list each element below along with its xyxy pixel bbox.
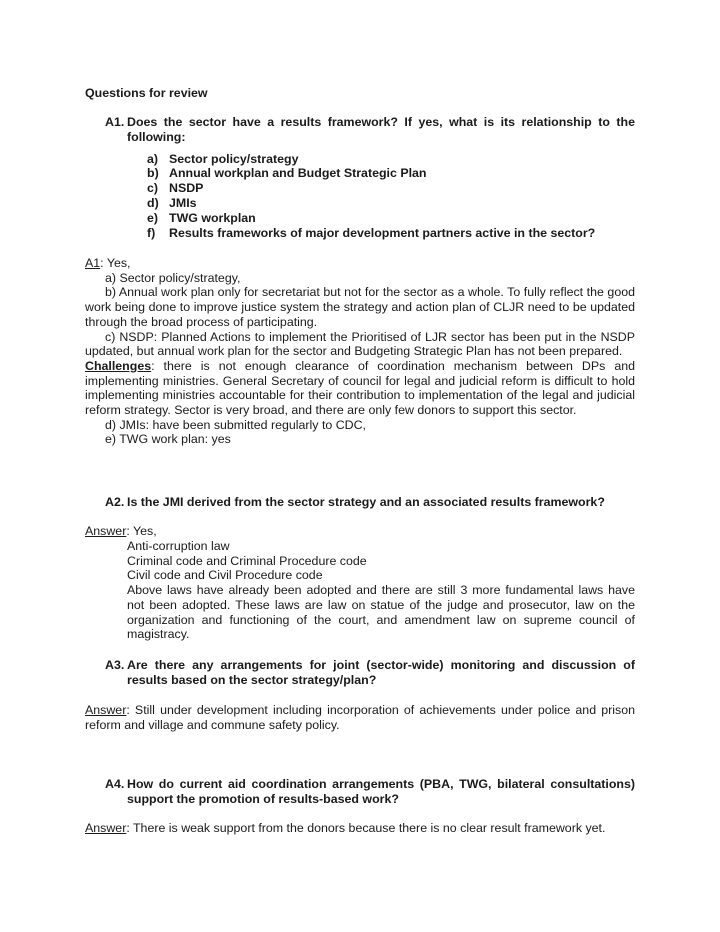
q1-item-letter: a) bbox=[147, 152, 159, 166]
a2-list-item: Anti-corruption law bbox=[127, 539, 230, 553]
q3-text: Are there any arrangements for joint (sector-wide) monitoring and discussion of results based on the sector strategy/plan? bbox=[127, 658, 635, 687]
q1-item-letter: e) bbox=[147, 211, 159, 225]
a3-text: : Still under development including incorporation of achievements under police and prison reform and village and commune safety policy. bbox=[85, 703, 635, 732]
a2-intro-line bbox=[85, 524, 157, 539]
a2-list-item: Above laws have already been adopted and there are still 3 more fundamental laws have not been adopted. These laws are law on statue of the judge and prosecutor, law on the organization and functioning of the court, and amendment law on supreme council of magistracy. bbox=[127, 583, 635, 642]
q1-item-text: NSDP bbox=[169, 181, 204, 195]
page-heading: Questions for review bbox=[85, 86, 208, 100]
a2-list-item: Criminal code and Criminal Procedure code bbox=[127, 553, 367, 568]
a4-answer bbox=[85, 821, 635, 836]
a1-label: A1 bbox=[85, 256, 101, 270]
a1-intro-line bbox=[85, 256, 635, 271]
q1-item-letter: d) bbox=[147, 196, 159, 210]
q1-item-text: TWG workplan bbox=[169, 211, 256, 225]
a2-intro: : Yes, bbox=[126, 524, 157, 538]
q1-item-letter: c) bbox=[147, 181, 159, 195]
a1-item-b: b) Annual work plan only for secretariat but not for the sector as a whole. To fully reflect the good work being done to improve justice system the strategy and action plan of CLJR need to be updated through the broad process of participating. bbox=[85, 285, 635, 329]
a1-item-a: a) Sector policy/strategy, bbox=[105, 270, 241, 285]
q4-text: How do current aid coordination arrangements (PBA, TWG, bilateral consultations) support the promotion of results-based work? bbox=[127, 777, 635, 806]
a1-item-e: e) TWG work plan: yes bbox=[105, 432, 231, 447]
a2-list-item: Civil code and Civil Procedure code bbox=[127, 568, 323, 583]
q2-number: A2. bbox=[105, 495, 125, 509]
a1-item-c: c) NSDP: Planned Actions to implement the Prioritised of LJR sector has been put in the NSDP updated, but annual work plan for the sector and Budgeting Strategic Plan has not been prepared. bbox=[85, 329, 635, 359]
a4-label: Answer bbox=[85, 821, 127, 835]
a2-label: Answer bbox=[85, 524, 127, 538]
q1-item-text: Annual workplan and Budget Strategic Plan bbox=[169, 166, 427, 180]
a3-label: Answer bbox=[85, 703, 127, 717]
a1-answer-block bbox=[85, 256, 635, 447]
a2-list bbox=[127, 539, 635, 642]
q4-number: A4. bbox=[105, 777, 125, 791]
q1-item-text: JMIs bbox=[169, 196, 197, 210]
challenges-label: Challenges bbox=[85, 358, 152, 373]
q1-text: Does the sector have a results framework? If yes, what is its relationship to the following: bbox=[127, 115, 635, 144]
a1-challenges bbox=[85, 359, 635, 418]
q3-number: A3. bbox=[105, 658, 125, 672]
a3-answer bbox=[85, 703, 635, 732]
a4-text: : There is weak support from the donors because there is no clear result framework yet. bbox=[126, 821, 606, 835]
a1-item-d: d) JMIs: have been submitted regularly to CDC, bbox=[105, 417, 367, 432]
challenges-text: : there is not enough clearance of coordination mechanism between DPs and implementing ministries. General Secretary of council for legal and judicial reform is difficult to hold implementing ministries accountable for their contribution to implementation of the legal and judicial reform strategy. Sector is very broad, and there are only few donors to support this sector. bbox=[85, 358, 635, 418]
q1-item-text: Results frameworks of major development partners active in the sector? bbox=[169, 226, 596, 240]
q1-item-letter: f) bbox=[147, 226, 156, 240]
a1-intro: : Yes, bbox=[100, 256, 131, 270]
q2-text: Is the JMI derived from the sector strategy and an associated results framework? bbox=[127, 495, 605, 509]
q1-item-letter: b) bbox=[147, 166, 159, 180]
q1-item-text: Sector policy/strategy bbox=[169, 152, 299, 166]
q1-number: A1. bbox=[105, 115, 125, 129]
